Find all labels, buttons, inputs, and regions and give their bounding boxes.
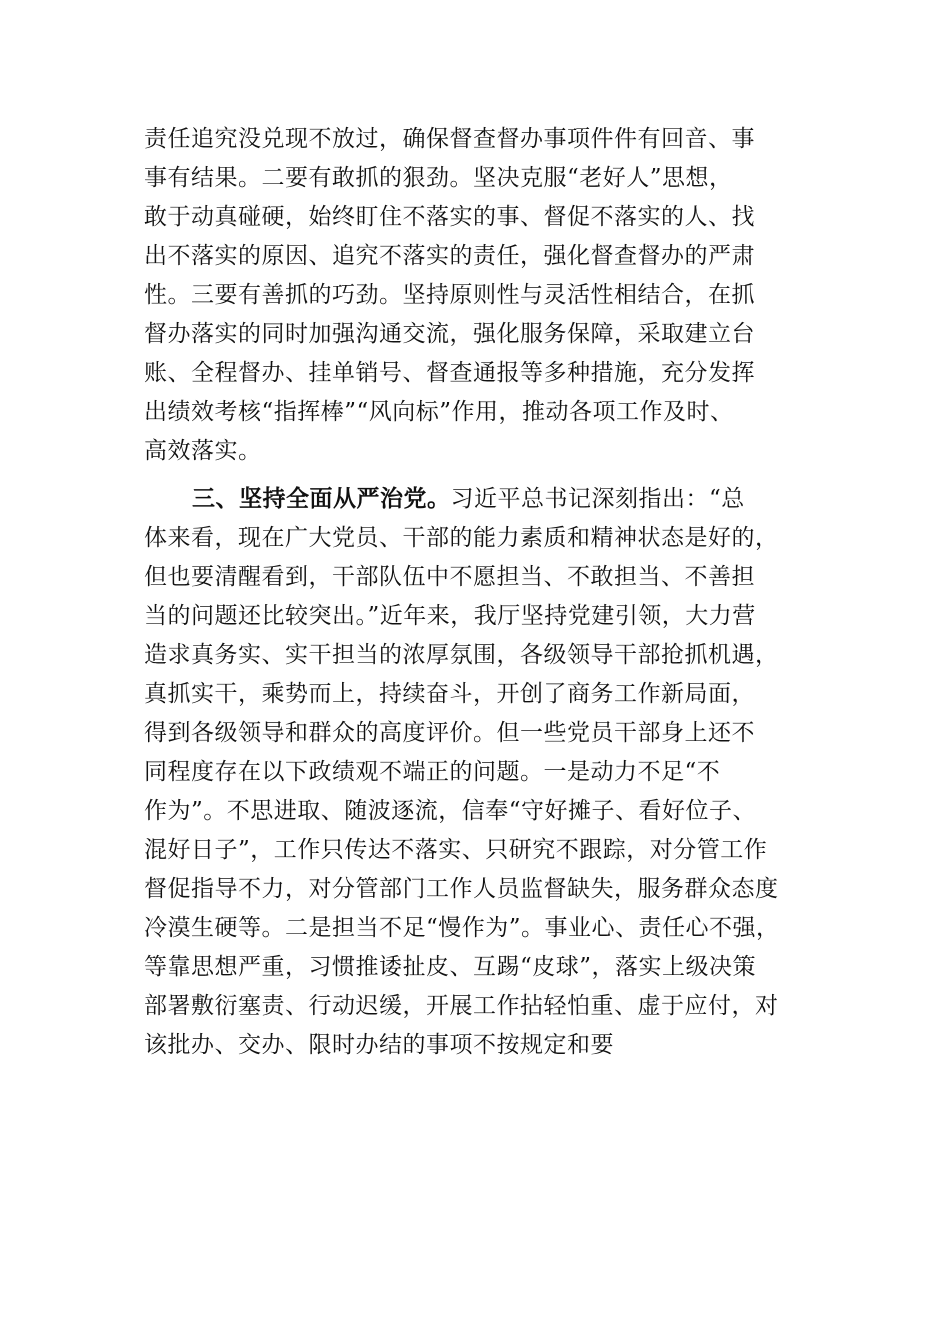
- text-line: 敢于动真碰硬，始终盯住不落实的事、督促不落实的人、找: [144, 204, 755, 230]
- text-line: 混好日子”，工作只传达不落实、只研究不跟踪，对分管工作: [144, 837, 768, 863]
- text-line: 督办落实的同时加强沟通交流，强化服务保障，采取建立台: [144, 321, 755, 347]
- section-heading: 三、坚持全面从严治党。: [192, 486, 451, 512]
- text-line: 作为”。不思进取、随波逐流，信奉“守好摊子、看好位子、: [144, 798, 757, 824]
- text-line: 出不落实的原因、追究不落实的责任，强化督查督办的严肃: [144, 243, 755, 269]
- text-line: 性。三要有善抓的巧劲。坚持原则性与灵活性相结合，在抓: [144, 282, 755, 308]
- text-line: 冷漠生硬等。二是担当不足“慢作为”。事业心、责任心不强，: [144, 915, 780, 941]
- section-three-paragraph: [144, 480, 834, 1065]
- section-first-line: [144, 480, 834, 519]
- text-line: 责任追究没兑现不放过，确保督查督办事项件件有回音、事: [144, 126, 755, 152]
- text-line-rest: 习近平总书记深刻指出：“总: [450, 486, 745, 512]
- text-line: 该批办、交办、限时办结的事项不按规定和要: [144, 1032, 614, 1058]
- text-line: 体来看，现在广大党员、干部的能力素质和精神状态是好的，: [144, 525, 779, 551]
- text-line: 高效落实。: [144, 438, 262, 464]
- text-line: 出绩效考核“指挥棒”“风向标”作用，推动各项工作及时、: [144, 399, 734, 425]
- text-line: 等靠思想严重，习惯推诿扯皮、互踢“皮球”，落实上级决策: [144, 954, 757, 980]
- text-line: 但也要清醒看到，干部队伍中不愿担当、不敢担当、不善担: [144, 564, 755, 590]
- text-line: 督促指导不力，对分管部门工作人员监督缺失，服务群众态度: [144, 876, 779, 902]
- text-line: 账、全程督办、挂单销号、督查通报等多种措施，充分发挥: [144, 360, 755, 386]
- text-line: 得到各级领导和群众的高度评价。但一些党员干部身上还不: [144, 720, 755, 746]
- text-line: 部署敷衍塞责、行动迟缓，开展工作拈轻怕重、虚于应付，对: [144, 993, 779, 1019]
- text-line: 造求真务实、实干担当的浓厚氛围，各级领导干部抢抓机遇，: [144, 642, 779, 668]
- text-line: 事有结果。二要有敢抓的狠劲。坚决克服“老好人”思想，: [144, 165, 733, 191]
- text-line: 同程度存在以下政绩观不端正的问题。一是动力不足“不: [144, 759, 721, 785]
- text-line: 真抓实干，乘势而上，持续奋斗，开创了商务工作新局面，: [144, 681, 755, 707]
- text-line: 当的问题还比较突出。”近年来，我厅坚持党建引领，大力营: [144, 603, 756, 629]
- paragraph-continuation: [144, 120, 834, 471]
